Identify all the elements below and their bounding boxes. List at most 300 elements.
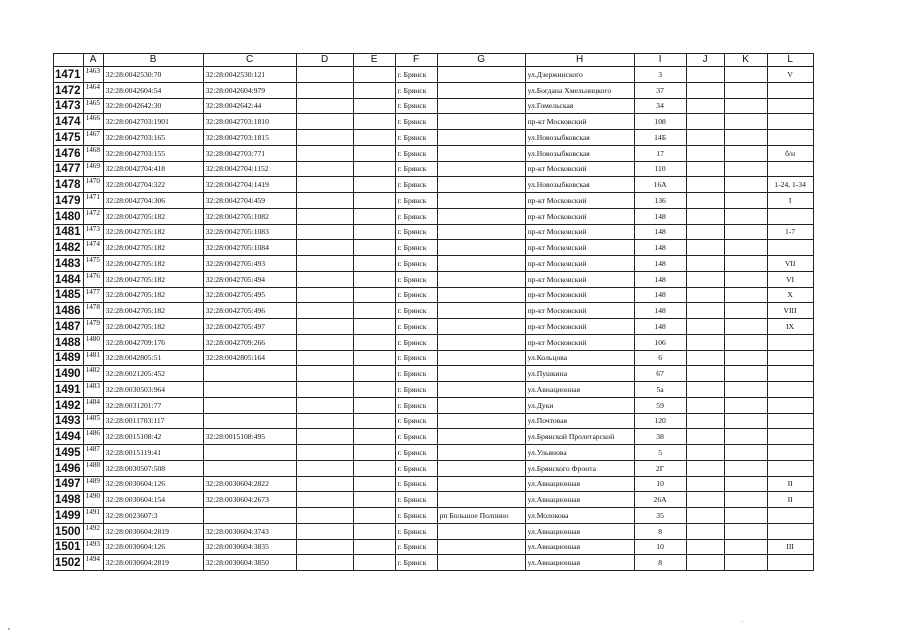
- cell-f-city[interactable]: г. Брянск: [395, 413, 437, 429]
- cell-g-settlement[interactable]: [437, 350, 525, 366]
- cell-j[interactable]: [686, 555, 724, 571]
- cell-d[interactable]: [296, 161, 353, 177]
- cell-d[interactable]: [296, 334, 353, 350]
- cell-j[interactable]: [686, 508, 724, 524]
- cell-f-city[interactable]: г. Брянск: [395, 508, 437, 524]
- cell-f-city[interactable]: г. Брянск: [395, 67, 437, 83]
- cell-c-cadastral[interactable]: 32:28:0030604:2673: [203, 492, 296, 508]
- cell-h-street[interactable]: ул.Авиационная: [525, 476, 634, 492]
- cell-i-house[interactable]: 37: [634, 82, 686, 98]
- cell-k[interactable]: [724, 429, 767, 445]
- cell-j[interactable]: [686, 98, 724, 114]
- cell-j[interactable]: [686, 460, 724, 476]
- cell-a-index[interactable]: 1476: [83, 271, 103, 287]
- cell-k[interactable]: [724, 334, 767, 350]
- cell-d[interactable]: [296, 303, 353, 319]
- cell-l-apartment[interactable]: 1-7: [767, 224, 813, 240]
- cell-i-house[interactable]: 148: [634, 256, 686, 272]
- cell-c-cadastral[interactable]: 32:28:0042704:1152: [203, 161, 296, 177]
- cell-d[interactable]: [296, 523, 353, 539]
- cell-a-index[interactable]: 1493: [83, 539, 103, 555]
- cell-i-house[interactable]: 148: [634, 224, 686, 240]
- row-number[interactable]: 1473: [54, 98, 84, 114]
- cell-f-city[interactable]: г. Брянск: [395, 334, 437, 350]
- cell-h-street[interactable]: ул.Авиационная: [525, 382, 634, 398]
- cell-f-city[interactable]: г. Брянск: [395, 193, 437, 209]
- cell-c-cadastral[interactable]: [203, 413, 296, 429]
- cell-g-settlement[interactable]: [437, 397, 525, 413]
- cell-i-house[interactable]: 3: [634, 67, 686, 83]
- cell-i-house[interactable]: 148: [634, 287, 686, 303]
- cell-g-settlement[interactable]: [437, 98, 525, 114]
- cell-k[interactable]: [724, 508, 767, 524]
- cell-g-settlement[interactable]: [437, 224, 525, 240]
- cell-c-cadastral[interactable]: 32:28:0042705:1082: [203, 208, 296, 224]
- cell-k[interactable]: [724, 98, 767, 114]
- cell-k[interactable]: [724, 303, 767, 319]
- cell-b-cadastral[interactable]: 32:28:0042705:182: [103, 303, 203, 319]
- cell-a-index[interactable]: 1469: [83, 161, 103, 177]
- cell-e[interactable]: [353, 303, 395, 319]
- cell-b-cadastral[interactable]: 32:28:0042805:51: [103, 350, 203, 366]
- cell-a-index[interactable]: 1492: [83, 523, 103, 539]
- cell-e[interactable]: [353, 397, 395, 413]
- cell-j[interactable]: [686, 145, 724, 161]
- cell-j[interactable]: [686, 429, 724, 445]
- cell-k[interactable]: [724, 476, 767, 492]
- cell-g-settlement[interactable]: [437, 492, 525, 508]
- cell-j[interactable]: [686, 240, 724, 256]
- cell-l-apartment[interactable]: I: [767, 193, 813, 209]
- cell-b-cadastral[interactable]: 32:28:0042705:182: [103, 240, 203, 256]
- cell-c-cadastral[interactable]: 32:28:0042705:493: [203, 256, 296, 272]
- cell-k[interactable]: [724, 319, 767, 335]
- row-number[interactable]: 1488: [54, 334, 84, 350]
- cell-d[interactable]: [296, 492, 353, 508]
- cell-g-settlement[interactable]: [437, 303, 525, 319]
- cell-h-street[interactable]: ул.Богдана Хмельницкого: [525, 82, 634, 98]
- cell-h-street[interactable]: ул.Гомельская: [525, 98, 634, 114]
- cell-a-index[interactable]: 1494: [83, 555, 103, 571]
- cell-a-index[interactable]: 1464: [83, 82, 103, 98]
- row-number[interactable]: 1493: [54, 413, 84, 429]
- cell-d[interactable]: [296, 67, 353, 83]
- cell-g-settlement[interactable]: [437, 366, 525, 382]
- cell-j[interactable]: [686, 130, 724, 146]
- row-number[interactable]: 1485: [54, 287, 84, 303]
- cell-i-house[interactable]: 148: [634, 271, 686, 287]
- cell-j[interactable]: [686, 303, 724, 319]
- cell-f-city[interactable]: г. Брянск: [395, 287, 437, 303]
- cell-e[interactable]: [353, 271, 395, 287]
- cell-i-house[interactable]: 34: [634, 98, 686, 114]
- cell-e[interactable]: [353, 460, 395, 476]
- cell-k[interactable]: [724, 114, 767, 130]
- cell-a-index[interactable]: 1473: [83, 224, 103, 240]
- cell-e[interactable]: [353, 350, 395, 366]
- cell-a-index[interactable]: 1466: [83, 114, 103, 130]
- row-number[interactable]: 1482: [54, 240, 84, 256]
- cell-f-city[interactable]: г. Брянск: [395, 350, 437, 366]
- cell-c-cadastral[interactable]: [203, 460, 296, 476]
- cell-i-house[interactable]: 148: [634, 240, 686, 256]
- cell-h-street[interactable]: ул.Кольцова: [525, 350, 634, 366]
- cell-a-index[interactable]: 1490: [83, 492, 103, 508]
- cell-d[interactable]: [296, 98, 353, 114]
- cell-l-apartment[interactable]: [767, 523, 813, 539]
- cell-a-index[interactable]: 1478: [83, 303, 103, 319]
- cell-a-index[interactable]: 1484: [83, 397, 103, 413]
- cell-e[interactable]: [353, 508, 395, 524]
- cell-k[interactable]: [724, 177, 767, 193]
- cell-a-index[interactable]: 1472: [83, 208, 103, 224]
- row-number[interactable]: 1499: [54, 508, 84, 524]
- cell-l-apartment[interactable]: IX: [767, 319, 813, 335]
- cell-j[interactable]: [686, 397, 724, 413]
- cell-c-cadastral[interactable]: 32:28:0042703:1810: [203, 114, 296, 130]
- cell-d[interactable]: [296, 193, 353, 209]
- cell-g-settlement[interactable]: [437, 445, 525, 461]
- cell-d[interactable]: [296, 382, 353, 398]
- cell-h-street[interactable]: ул.Пушкина: [525, 366, 634, 382]
- cell-b-cadastral[interactable]: 32:28:0042703:155: [103, 145, 203, 161]
- cell-h-street[interactable]: ул.Авиационная: [525, 492, 634, 508]
- cell-j[interactable]: [686, 67, 724, 83]
- cell-f-city[interactable]: г. Брянск: [395, 492, 437, 508]
- cell-l-apartment[interactable]: [767, 350, 813, 366]
- cell-b-cadastral[interactable]: 32:28:0042703:165: [103, 130, 203, 146]
- cell-g-settlement[interactable]: [437, 145, 525, 161]
- cell-l-apartment[interactable]: [767, 98, 813, 114]
- cell-b-cadastral[interactable]: 32:28:0042703:1901: [103, 114, 203, 130]
- cell-f-city[interactable]: г. Брянск: [395, 98, 437, 114]
- cell-k[interactable]: [724, 287, 767, 303]
- cell-d[interactable]: [296, 476, 353, 492]
- cell-j[interactable]: [686, 445, 724, 461]
- cell-d[interactable]: [296, 429, 353, 445]
- cell-e[interactable]: [353, 445, 395, 461]
- cell-g-settlement[interactable]: [437, 287, 525, 303]
- cell-j[interactable]: [686, 413, 724, 429]
- cell-c-cadastral[interactable]: 32:28:0042705:1083: [203, 224, 296, 240]
- cell-e[interactable]: [353, 413, 395, 429]
- cell-l-apartment[interactable]: V: [767, 67, 813, 83]
- cell-c-cadastral[interactable]: 32:28:0042705:496: [203, 303, 296, 319]
- cell-c-cadastral[interactable]: 32:28:0042705:495: [203, 287, 296, 303]
- cell-f-city[interactable]: г. Брянск: [395, 130, 437, 146]
- row-number[interactable]: 1496: [54, 460, 84, 476]
- cell-k[interactable]: [724, 130, 767, 146]
- cell-j[interactable]: [686, 319, 724, 335]
- cell-f-city[interactable]: г. Брянск: [395, 114, 437, 130]
- cell-j[interactable]: [686, 161, 724, 177]
- row-number[interactable]: 1476: [54, 145, 84, 161]
- cell-f-city[interactable]: г. Брянск: [395, 429, 437, 445]
- cell-g-settlement[interactable]: [437, 82, 525, 98]
- row-number[interactable]: 1500: [54, 523, 84, 539]
- cell-e[interactable]: [353, 319, 395, 335]
- row-number[interactable]: 1497: [54, 476, 84, 492]
- cell-h-street[interactable]: пр-кт Московский: [525, 208, 634, 224]
- cell-d[interactable]: [296, 82, 353, 98]
- cell-a-index[interactable]: 1477: [83, 287, 103, 303]
- cell-a-index[interactable]: 1463: [83, 67, 103, 83]
- cell-k[interactable]: [724, 193, 767, 209]
- cell-h-street[interactable]: пр-кт Московский: [525, 240, 634, 256]
- cell-d[interactable]: [296, 319, 353, 335]
- cell-d[interactable]: [296, 240, 353, 256]
- cell-a-index[interactable]: 1480: [83, 334, 103, 350]
- cell-d[interactable]: [296, 350, 353, 366]
- cell-f-city[interactable]: г. Брянск: [395, 82, 437, 98]
- cell-j[interactable]: [686, 476, 724, 492]
- cell-i-house[interactable]: 120: [634, 413, 686, 429]
- cell-k[interactable]: [724, 350, 767, 366]
- cell-g-settlement[interactable]: [437, 523, 525, 539]
- cell-c-cadastral[interactable]: 32:28:0030604:3743: [203, 523, 296, 539]
- cell-k[interactable]: [724, 366, 767, 382]
- cell-j[interactable]: [686, 523, 724, 539]
- cell-j[interactable]: [686, 177, 724, 193]
- cell-e[interactable]: [353, 287, 395, 303]
- cell-f-city[interactable]: г. Брянск: [395, 145, 437, 161]
- cell-k[interactable]: [724, 271, 767, 287]
- cell-k[interactable]: [724, 161, 767, 177]
- cell-k[interactable]: [724, 555, 767, 571]
- cell-f-city[interactable]: г. Брянск: [395, 256, 437, 272]
- cell-g-settlement[interactable]: [437, 114, 525, 130]
- cell-b-cadastral[interactable]: 32:28:0015119:41: [103, 445, 203, 461]
- cell-d[interactable]: [296, 445, 353, 461]
- cell-f-city[interactable]: г. Брянск: [395, 445, 437, 461]
- cell-a-index[interactable]: 1489: [83, 476, 103, 492]
- cell-c-cadastral[interactable]: 32:28:0042704:1419: [203, 177, 296, 193]
- cell-d[interactable]: [296, 413, 353, 429]
- cell-i-house[interactable]: 26А: [634, 492, 686, 508]
- cell-c-cadastral[interactable]: 32:28:0015108:495: [203, 429, 296, 445]
- cell-l-apartment[interactable]: [767, 460, 813, 476]
- cell-d[interactable]: [296, 508, 353, 524]
- cell-e[interactable]: [353, 67, 395, 83]
- cell-b-cadastral[interactable]: 32:28:0042705:182: [103, 208, 203, 224]
- cell-h-street[interactable]: пр-кт Московский: [525, 271, 634, 287]
- row-number[interactable]: 1486: [54, 303, 84, 319]
- cell-e[interactable]: [353, 366, 395, 382]
- cell-g-settlement[interactable]: [437, 334, 525, 350]
- cell-c-cadastral[interactable]: 32:28:0042705:497: [203, 319, 296, 335]
- cell-g-settlement[interactable]: [437, 413, 525, 429]
- row-number[interactable]: 1474: [54, 114, 84, 130]
- row-number[interactable]: 1475: [54, 130, 84, 146]
- cell-h-street[interactable]: пр-кт Московский: [525, 256, 634, 272]
- cell-h-street[interactable]: ул.Новозыбковская: [525, 130, 634, 146]
- cell-g-settlement[interactable]: [437, 193, 525, 209]
- cell-c-cadastral[interactable]: 32:28:0042704:459: [203, 193, 296, 209]
- cell-g-settlement[interactable]: [437, 130, 525, 146]
- cell-i-house[interactable]: 16А: [634, 177, 686, 193]
- cell-i-house[interactable]: 148: [634, 208, 686, 224]
- cell-f-city[interactable]: г. Брянск: [395, 460, 437, 476]
- cell-b-cadastral[interactable]: 32:28:0030604:126: [103, 476, 203, 492]
- cell-a-index[interactable]: 1486: [83, 429, 103, 445]
- cell-b-cadastral[interactable]: 32:28:0031201:77: [103, 397, 203, 413]
- cell-b-cadastral[interactable]: 32:28:0042530:70: [103, 67, 203, 83]
- row-number[interactable]: 1479: [54, 193, 84, 209]
- cell-i-house[interactable]: 14Б: [634, 130, 686, 146]
- cell-b-cadastral[interactable]: 32:28:0042705:182: [103, 256, 203, 272]
- cell-c-cadastral[interactable]: 32:28:0042642:44: [203, 98, 296, 114]
- cell-a-index[interactable]: 1488: [83, 460, 103, 476]
- cell-l-apartment[interactable]: [767, 429, 813, 445]
- cell-d[interactable]: [296, 256, 353, 272]
- cell-j[interactable]: [686, 114, 724, 130]
- cell-h-street[interactable]: ул.Новозыбковская: [525, 177, 634, 193]
- cell-l-apartment[interactable]: III: [767, 539, 813, 555]
- cell-h-street[interactable]: ул.Молокова: [525, 508, 634, 524]
- cell-l-apartment[interactable]: II: [767, 492, 813, 508]
- cell-h-street[interactable]: пр-кт Московский: [525, 287, 634, 303]
- row-number[interactable]: 1492: [54, 397, 84, 413]
- cell-f-city[interactable]: г. Брянск: [395, 476, 437, 492]
- cell-b-cadastral[interactable]: 32:28:0042709:176: [103, 334, 203, 350]
- cell-c-cadastral[interactable]: [203, 366, 296, 382]
- cell-f-city[interactable]: г. Брянск: [395, 240, 437, 256]
- cell-e[interactable]: [353, 382, 395, 398]
- cell-k[interactable]: [724, 397, 767, 413]
- cell-c-cadastral[interactable]: 32:28:0042530:121: [203, 67, 296, 83]
- row-number[interactable]: 1481: [54, 224, 84, 240]
- cell-h-street[interactable]: ул.Авиационная: [525, 523, 634, 539]
- cell-j[interactable]: [686, 492, 724, 508]
- cell-i-house[interactable]: 8: [634, 523, 686, 539]
- cell-k[interactable]: [724, 82, 767, 98]
- cell-f-city[interactable]: г. Брянск: [395, 555, 437, 571]
- cell-j[interactable]: [686, 224, 724, 240]
- cell-h-street[interactable]: пр-кт Московский: [525, 161, 634, 177]
- cell-g-settlement[interactable]: рп Большое Полпино: [437, 508, 525, 524]
- cell-k[interactable]: [724, 539, 767, 555]
- cell-h-street[interactable]: ул.Почтовая: [525, 413, 634, 429]
- cell-i-house[interactable]: 10: [634, 539, 686, 555]
- cell-g-settlement[interactable]: [437, 429, 525, 445]
- cell-j[interactable]: [686, 366, 724, 382]
- row-number[interactable]: 1495: [54, 445, 84, 461]
- cell-h-street[interactable]: ул.Авиационная: [525, 555, 634, 571]
- cell-e[interactable]: [353, 161, 395, 177]
- cell-i-house[interactable]: 17: [634, 145, 686, 161]
- row-number[interactable]: 1494: [54, 429, 84, 445]
- cell-h-street[interactable]: пр-кт Московский: [525, 303, 634, 319]
- cell-l-apartment[interactable]: [767, 397, 813, 413]
- cell-e[interactable]: [353, 476, 395, 492]
- cell-l-apartment[interactable]: [767, 366, 813, 382]
- cell-e[interactable]: [353, 256, 395, 272]
- cell-j[interactable]: [686, 208, 724, 224]
- cell-l-apartment[interactable]: [767, 208, 813, 224]
- cell-c-cadastral[interactable]: 32:28:0042703:771: [203, 145, 296, 161]
- cell-g-settlement[interactable]: [437, 177, 525, 193]
- row-number[interactable]: 1472: [54, 82, 84, 98]
- row-number[interactable]: 1484: [54, 271, 84, 287]
- cell-l-apartment[interactable]: VII: [767, 256, 813, 272]
- cell-g-settlement[interactable]: [437, 240, 525, 256]
- cell-g-settlement[interactable]: [437, 256, 525, 272]
- cell-c-cadastral[interactable]: [203, 382, 296, 398]
- cell-a-index[interactable]: 1475: [83, 256, 103, 272]
- cell-b-cadastral[interactable]: 32:28:0042705:182: [103, 287, 203, 303]
- cell-k[interactable]: [724, 445, 767, 461]
- cell-c-cadastral[interactable]: [203, 445, 296, 461]
- cell-d[interactable]: [296, 271, 353, 287]
- cell-l-apartment[interactable]: [767, 445, 813, 461]
- cell-f-city[interactable]: г. Брянск: [395, 177, 437, 193]
- cell-c-cadastral[interactable]: [203, 508, 296, 524]
- cell-h-street[interactable]: ул.Дуки: [525, 397, 634, 413]
- cell-b-cadastral[interactable]: 32:28:0021205:452: [103, 366, 203, 382]
- cell-i-house[interactable]: 59: [634, 397, 686, 413]
- cell-b-cadastral[interactable]: 32:28:0042705:182: [103, 271, 203, 287]
- cell-e[interactable]: [353, 523, 395, 539]
- cell-f-city[interactable]: г. Брянск: [395, 523, 437, 539]
- cell-i-house[interactable]: 5: [634, 445, 686, 461]
- cell-b-cadastral[interactable]: 32:28:0042704:418: [103, 161, 203, 177]
- cell-c-cadastral[interactable]: 32:28:0030604:3835: [203, 539, 296, 555]
- cell-a-index[interactable]: 1468: [83, 145, 103, 161]
- cell-g-settlement[interactable]: [437, 539, 525, 555]
- cell-f-city[interactable]: г. Брянск: [395, 366, 437, 382]
- cell-e[interactable]: [353, 82, 395, 98]
- cell-f-city[interactable]: г. Брянск: [395, 319, 437, 335]
- cell-i-house[interactable]: 38: [634, 429, 686, 445]
- cell-l-apartment[interactable]: [767, 555, 813, 571]
- cell-d[interactable]: [296, 130, 353, 146]
- cell-l-apartment[interactable]: [767, 130, 813, 146]
- cell-k[interactable]: [724, 382, 767, 398]
- cell-e[interactable]: [353, 240, 395, 256]
- cell-k[interactable]: [724, 224, 767, 240]
- cell-e[interactable]: [353, 224, 395, 240]
- cell-c-cadastral[interactable]: 32:28:0042604:979: [203, 82, 296, 98]
- cell-l-apartment[interactable]: [767, 334, 813, 350]
- cell-f-city[interactable]: г. Брянск: [395, 161, 437, 177]
- cell-e[interactable]: [353, 334, 395, 350]
- cell-d[interactable]: [296, 114, 353, 130]
- cell-l-apartment[interactable]: II: [767, 476, 813, 492]
- row-number[interactable]: 1471: [54, 67, 84, 83]
- cell-a-index[interactable]: 1485: [83, 413, 103, 429]
- cell-b-cadastral[interactable]: 32:28:0030604:126: [103, 539, 203, 555]
- row-number[interactable]: 1498: [54, 492, 84, 508]
- cell-g-settlement[interactable]: [437, 319, 525, 335]
- cell-f-city[interactable]: г. Брянск: [395, 539, 437, 555]
- cell-d[interactable]: [296, 366, 353, 382]
- cell-l-apartment[interactable]: [767, 161, 813, 177]
- row-number[interactable]: 1483: [54, 256, 84, 272]
- cell-e[interactable]: [353, 208, 395, 224]
- cell-d[interactable]: [296, 287, 353, 303]
- cell-j[interactable]: [686, 271, 724, 287]
- cell-i-house[interactable]: 106: [634, 334, 686, 350]
- cell-l-apartment[interactable]: [767, 114, 813, 130]
- cell-c-cadastral[interactable]: 32:28:0042805:164: [203, 350, 296, 366]
- cell-a-index[interactable]: 1470: [83, 177, 103, 193]
- cell-e[interactable]: [353, 130, 395, 146]
- cell-a-index[interactable]: 1467: [83, 130, 103, 146]
- cell-g-settlement[interactable]: [437, 555, 525, 571]
- cell-h-street[interactable]: ул.Дзержинского: [525, 67, 634, 83]
- cell-d[interactable]: [296, 555, 353, 571]
- row-number[interactable]: 1487: [54, 319, 84, 335]
